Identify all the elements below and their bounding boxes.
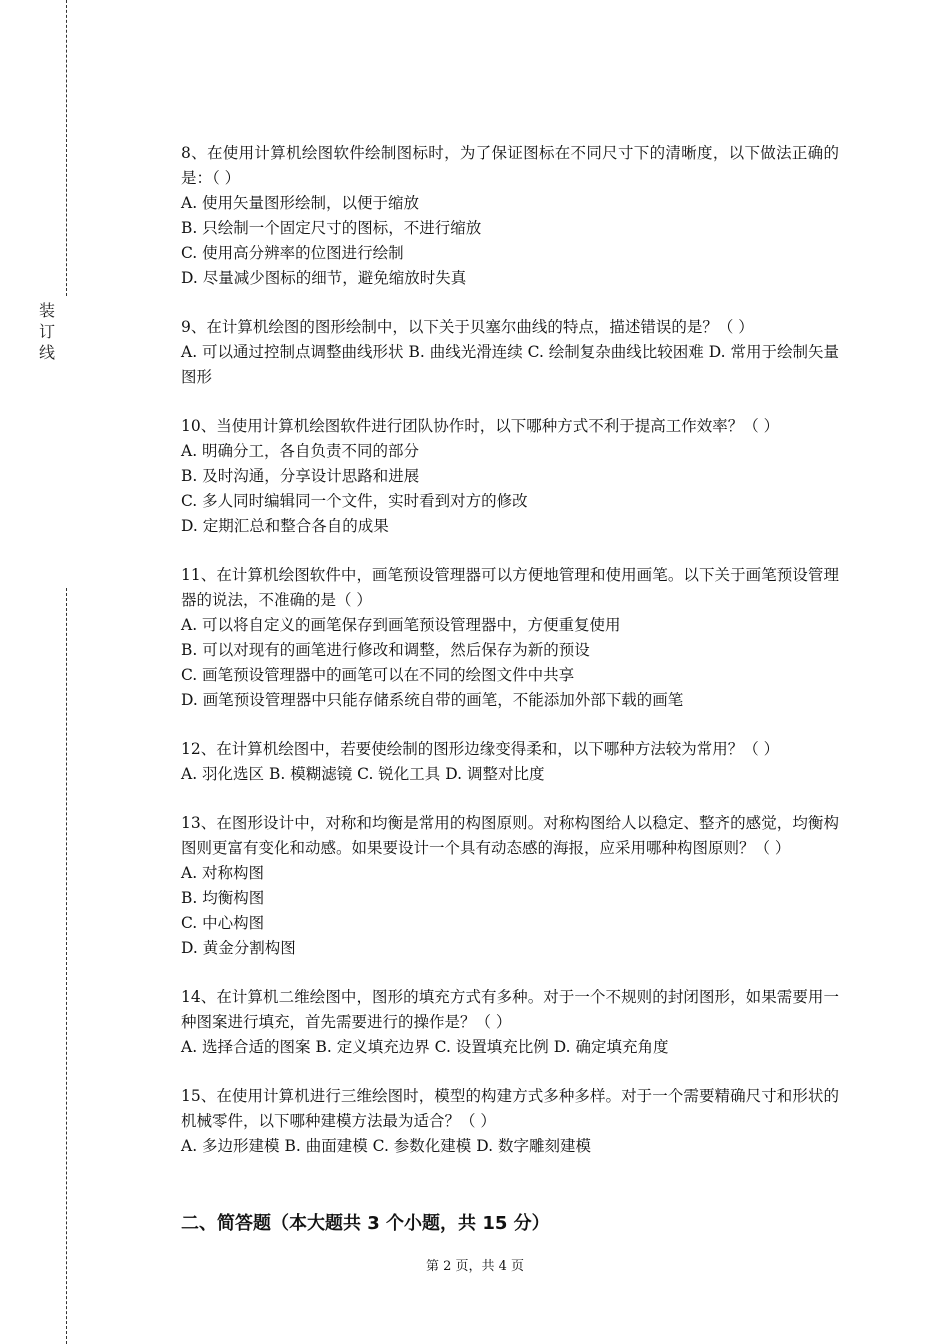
question-stem: 12、在计算机绘图中，若要使绘制的图形边缘变得柔和，以下哪种方法较为常用？（ ） (181, 740, 780, 758)
binding-dashed-line-bottom (66, 588, 67, 1344)
binding-label-char: 装 (38, 301, 55, 320)
question-stem: 11、在计算机绘图软件中，画笔预设管理器可以方便地管理和使用画笔。以下关于画笔预设管理器的说法，不准确的是（ ） (181, 566, 839, 609)
question-8 (181, 141, 839, 291)
option-a: A. 可以将自定义的画笔保存到画笔预设管理器中，方便重复使用 (181, 616, 621, 634)
option-c: C. 使用高分辨率的位图进行绘制 (181, 244, 404, 262)
question-stem: 8、在使用计算机绘图软件绘制图标时，为了保证图标在不同尺寸下的清晰度，以下做法正确的是：（ ） (181, 144, 839, 187)
question-stem: 9、在计算机绘图的图形绘制中，以下关于贝塞尔曲线的特点，描述错误的是？（ ） (181, 318, 754, 336)
question-14 (181, 985, 839, 1060)
option-c: C. 中心构图 (181, 914, 265, 932)
question-15 (181, 1084, 839, 1159)
options-inline: A. 多边形建模 B. 曲面建模 C. 参数化建模 D. 数字雕刻建模 (181, 1137, 591, 1155)
question-stem: 10、当使用计算机绘图软件进行团队协作时，以下哪种方式不利于提高工作效率？（ ） (181, 417, 780, 435)
options-inline: A. 羽化选区 B. 模糊滤镜 C. 锐化工具 D. 调整对比度 (181, 765, 545, 783)
option-d: D. 尽量减少图标的细节，避免缩放时失真 (181, 269, 467, 287)
option-b: B. 均衡构图 (181, 889, 265, 907)
option-d: D. 定期汇总和整合各自的成果 (181, 517, 389, 535)
option-d: D. 画笔预设管理器中只能存储系统自带的画笔，不能添加外部下载的画笔 (181, 691, 684, 709)
question-stem: 15、在使用计算机进行三维绘图时，模型的构建方式多种多样。对于一个需要精确尺寸和形状的机械零件，以下哪种建模方法最为适合？（ ） (181, 1087, 839, 1130)
option-b: B. 可以对现有的画笔进行修改和调整，然后保存为新的预设 (181, 641, 590, 659)
option-a: A. 使用矢量图形绘制，以便于缩放 (181, 194, 420, 212)
binding-label (36, 300, 58, 363)
section-heading-short-answer: 二、简答题（本大题共 3 个小题，共 15 分） (181, 1213, 550, 1234)
option-c: C. 多人同时编辑同一个文件，实时看到对方的修改 (181, 492, 528, 510)
page-number-footer: 第 2 页，共 4 页 (425, 1259, 525, 1274)
binding-label-char: 订 (38, 322, 55, 341)
options-inline: A. 选择合适的图案 B. 定义填充边界 C. 设置填充比例 D. 确定填充角度 (181, 1038, 669, 1056)
option-b: B. 只绘制一个固定尺寸的图标，不进行缩放 (181, 219, 482, 237)
question-13 (181, 811, 839, 961)
option-c: C. 画笔预设管理器中的画笔可以在不同的绘图文件中共享 (181, 666, 575, 684)
option-a: A. 明确分工，各自负责不同的部分 (181, 442, 420, 460)
options-inline: A. 可以通过控制点调整曲线形状 B. 曲线光滑连续 C. 绘制复杂曲线比较困难 D. 常用于绘制矢量图形 (181, 343, 839, 386)
binding-dashed-line-top (66, 0, 67, 296)
option-a: A. 对称构图 (181, 864, 265, 882)
question-list (181, 141, 839, 1183)
binding-label-char: 线 (38, 343, 55, 362)
question-stem: 14、在计算机二维绘图中，图形的填充方式有多种。对于一个不规则的封闭图形，如果需要用一种图案进行填充，首先需要进行的操作是？（ ） (181, 988, 839, 1031)
question-10 (181, 414, 839, 539)
question-9 (181, 315, 839, 390)
option-b: B. 及时沟通，分享设计思路和进展 (181, 467, 420, 485)
option-d: D. 黄金分割构图 (181, 939, 296, 957)
question-11 (181, 563, 839, 713)
question-stem: 13、在图形设计中，对称和均衡是常用的构图原则。对称构图给人以稳定、整齐的感觉，均衡构图则更富有变化和动感。如果要设计一个具有动态感的海报，应采用哪种构图原则？（ ） (181, 814, 839, 857)
question-12 (181, 737, 839, 787)
